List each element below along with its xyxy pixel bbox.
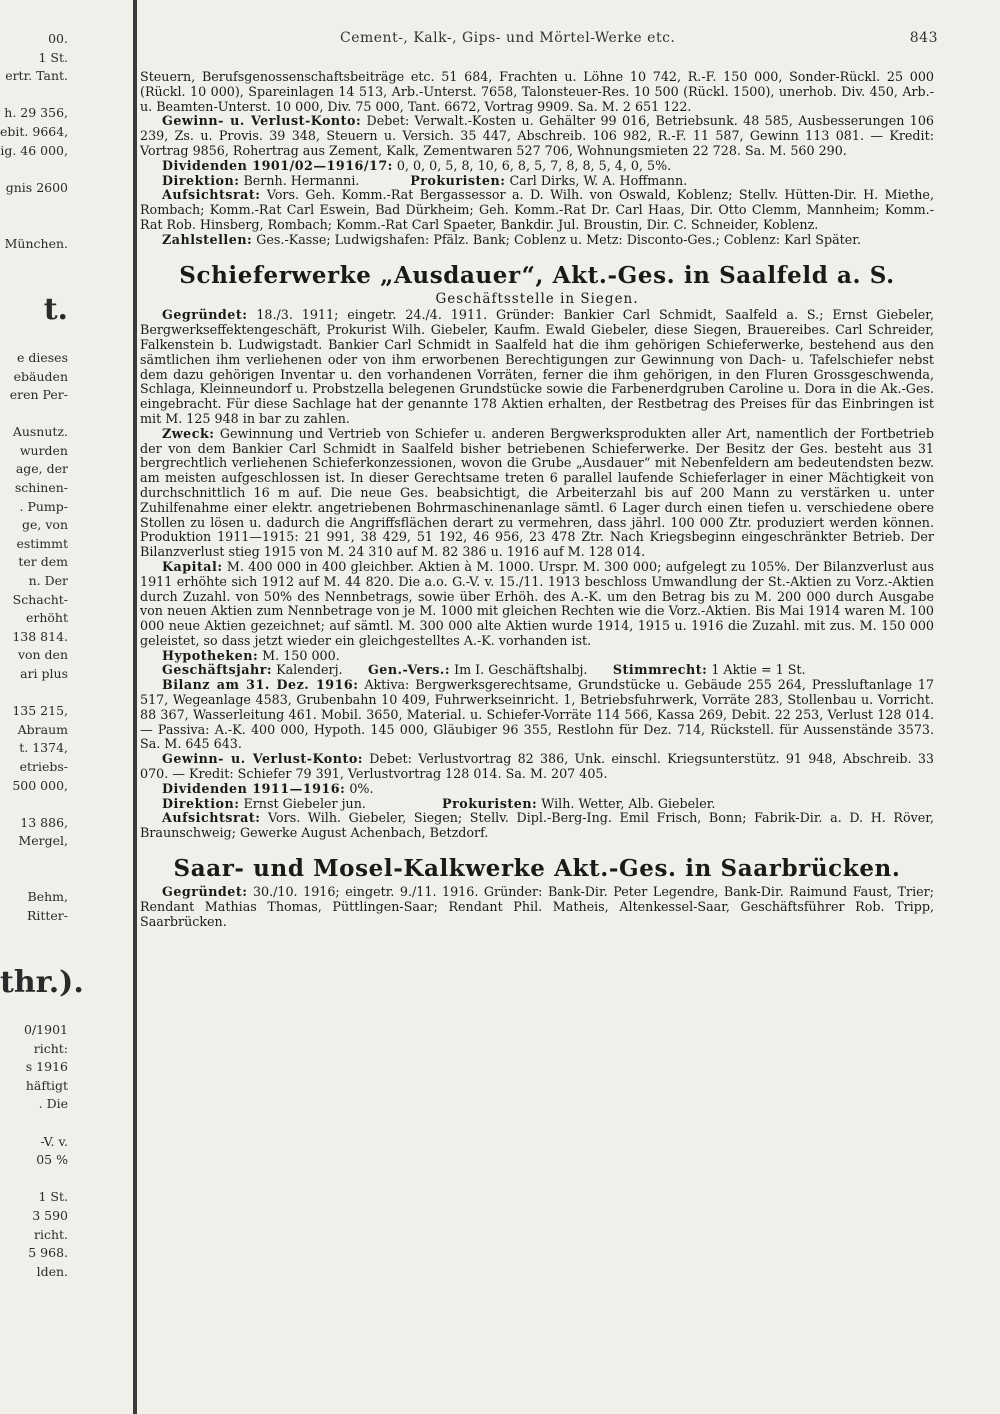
- dividends-text-2: 0%.: [349, 780, 374, 796]
- founded-text-2: 30./10. 1916; eingetr. 9./11. 1916. Gründer: Bank-Dir. Peter Legendre, Bank-Dir. Raimund Faust, Trier; Rendant Mathias Thomas, Püttlingen-Saar; Rendant Phil. Matheis, Altenkessel-Saar, Geschäftsführer Rob. Tripp, Saarbrücken.: [140, 884, 934, 929]
- capital-paragraph: [140, 560, 934, 649]
- left-column-fragment: [0, 30, 120, 1281]
- column-rule: [133, 0, 137, 1414]
- left-fragment-line: 3 590: [32, 1208, 68, 1224]
- left-fragment-line: [0, 851, 120, 870]
- left-fragment-line: 1 St.: [38, 49, 68, 65]
- profit-loss-paragraph-2: [140, 752, 934, 782]
- main-column: [140, 70, 934, 929]
- left-fragment-line: Ausnutz.: [12, 424, 68, 440]
- left-fragment-line: 135 215,: [12, 703, 68, 719]
- left-fragment-line: [0, 925, 120, 944]
- prokuristen-label-2: Prokuristen:: [442, 795, 538, 811]
- founded-label-2: Gegründet:: [162, 884, 248, 900]
- balance-continuation: Steuern, Berufsgenossenschaftsbeiträge etc. 51 684, Frachten u. Löhne 10 742, R.-F. 150 000, Sonder-Rückl. 25 000 (Rückl. 10 000), Spareinlagen 14 513, Arb.-Unterst. 7658, Talonsteuer-Res. 10 500 (Rückl. 1500), unerhob. Div. 450, Arb.- u. Beamten-Unterst. 10 000, Div. 75 000, Tant. 6672, Vortrag 9909. Sa. M. 2 651 122.: [140, 69, 934, 114]
- capital-label: Kapital:: [162, 558, 223, 574]
- left-fragment-line: 138 814.: [12, 628, 68, 644]
- left-fragment-line: h. 29 356,: [4, 105, 68, 121]
- dividends-label-2: Dividenden 1911—1916:: [162, 780, 346, 796]
- general-meeting-text: Im I. Geschäftshalbj.: [454, 662, 588, 678]
- capital-text: M. 400 000 in 400 gleichber. Aktien à M. 1000. Urspr. M. 300 000; aufgelegt zu 105%. Der Bilanzverlust aus 1911 erhöhte sich 1912 auf M. 44 820. Die a.o. G.-V. v. 15./11. 1913 beschloss Umwandlung der St.-Aktien zu Vorz.-Aktien durch Zuzahl. von 50% des Nennbetrags, sowie über Erhöh. des A.-K. um den Betrag bis zu M. 200 000 durch Ausgabe von neuen Aktien zum Nennbetrage von je M. 1000 mit gleichen Rechten wie die Vorz.-Aktien. Bis Mai 1914 waren M. 100 000 neue Aktien gezeichnet; auf sämtl. M. 300 000 alte Aktien wurde 1914, 1915 u. 1916 die Zuzahl. mit zus. M. 150 000 geleistet, so dass jetzt wieder ein gleichgestelltes A.-K. vorhanden ist.: [140, 558, 934, 648]
- left-fragment-line: e dieses: [17, 349, 68, 365]
- left-fragment-line: [0, 253, 120, 272]
- left-fragment-line: -V. v.: [40, 1133, 68, 1149]
- left-fragment-line: ertr. Tant.: [5, 68, 68, 84]
- left-fragment-line: von den: [17, 647, 68, 663]
- balance-sheet-label: Bilanz am 31. Dez. 1916:: [162, 677, 359, 693]
- paying-agents-paragraph: [140, 233, 934, 248]
- dividends-paragraph-2: [140, 782, 934, 797]
- left-fragment-line: [0, 330, 120, 349]
- profit-loss-text-2: Debet: Verlustvortrag 82 386, Unk. einschl. Kriegsunterstütz. 91 948, Abschreib. 33 070. — Kredit: Schiefer 79 391, Verlustvortrag 128 014. Sa. M. 207 405.: [140, 751, 934, 782]
- left-fragment-line: häftigt: [25, 1077, 68, 1093]
- balance-sheet-text: Aktiva: Bergwerksgerechtsame, Grundstücke u. Gebäude 255 264, Pressluftanlage 17 517, Wegeanlage 4583, Grubenbahn 10 409, Fuhrwerkseinricht. 1, Betriebsfuhrwerk, Vorräte 283, Stollenbau u. Vorricht. 88 367, Wasserleitung 461. Mobil. 3650, Material. u. Schiefer-Vorräte 114 566, Kassa 269, Debit. 22 253, Verlust 128 014. — Passiva: A.-K. 400 000, Hypoth. 145 000, Gläubiger 96 355, Restlohn für Dez. 714, Rückstell. für Aussenstände 3573. Sa. M. 645 643.: [140, 677, 934, 752]
- mortgages-text: M. 150 000.: [262, 647, 340, 663]
- left-fragment-line: [0, 870, 120, 889]
- company-title-schieferwerke: Schieferwerke „Ausdauer“, Akt.-Ges. in Saalfeld a. S.: [179, 261, 895, 289]
- left-fragment-line: Schacht-: [12, 591, 68, 607]
- left-fragment-line: [0, 684, 120, 703]
- balance-sheet-paragraph: [140, 678, 934, 752]
- left-fragment-line: . Pump-: [19, 498, 68, 514]
- founded-paragraph-2: [140, 885, 934, 929]
- dividends-paragraph: [140, 159, 934, 174]
- left-fragment-line: t. 1374,: [19, 740, 68, 756]
- left-fragment-line: ebäuden: [13, 368, 68, 384]
- purpose-paragraph: [140, 427, 934, 560]
- left-fragment-line: ge, von: [22, 517, 68, 533]
- left-fragment-line: erhöht: [25, 610, 68, 626]
- founded-paragraph: [140, 308, 934, 426]
- aufsichtsrat-text-2: Vors. Wilh. Giebeler, Siegen; Stellv. Dipl.-Berg-Ing. Emil Frisch, Bonn; Fabrik-Dir. a. D. H. Röver, Braunschweig; Gewerke August Achenbach, Betzdorf.: [140, 810, 934, 841]
- company-subtitle: Geschäftsstelle in Siegen.: [435, 290, 639, 307]
- left-fragment-line: 00.: [48, 31, 68, 46]
- purpose-label: Zweck:: [162, 425, 215, 441]
- left-fragment-line: wurden: [19, 442, 68, 458]
- profit-loss-text: Debet: Verwalt.-Kosten u. Gehälter 99 016, Betriebsunk. 48 585, Ausbesserungen 106 239, Zs. u. Provis. 39 348, Steuern u. Versich. 35 447, Abschreib. 106 982, R.-F. 11 587, Gewinn 113 081. — Kredit: Vortrag 9856, Rohertrag aus Zement, Kalk, Zementwaren 527 706, Wohnungsmieten 22 728. Sa. M. 560 290.: [140, 113, 935, 158]
- left-fragment-line: thr.).: [0, 964, 84, 1000]
- founded-text: 18./3. 1911; eingetr. 24./4. 1911. Gründer: Bankier Carl Schmidt, Saalfeld a. S.; Ernst Giebeler, Bergwerkseffektengeschäft, Prokurist Wilh. Giebeler, Kaufm. Ewald Giebeler, diese Siegen, Brauereibes. Carl Schreider, Falkenstein b. Ludwigstadt. Bankier Carl Schmidt in Saalfeld hat die ihm gehörigen Schieferwerke, bestehend aus den sämtlichen ihm verliehenen oder von ihm erworbenen Berechtigungen zur Gewinnung von Dach- u. Tafelschiefer nebst dem dazu gehörigen Inventar u. den vorhandenen Vorräten, ferner die ihm gehörigen, in den Fluren Grossgeschwenda, Schlaga, Kleinneundorf u. Probstzella belegenen Grundstücke sowie die Farbenerdgruben Caroline u. Dora in die Ak.-Ges. eingebracht. Für diese Sachlage hat der genannte 178 Aktien erhalten, der Restbetrag des Preises für das Einbringen ist mit M. 125 948 in bar zu zahlen.: [140, 307, 934, 426]
- running-title: Cement-, Kalk-, Gips- und Mörtel-Werke etc.: [340, 30, 676, 46]
- left-fragment-line: [0, 216, 120, 235]
- dividends-text: 0, 0, 0, 5, 8, 10, 6, 8, 5, 7, 8, 8, 5, 4, 0, 5%.: [396, 157, 672, 173]
- left-fragment-line: 05 %: [36, 1152, 68, 1168]
- left-fragment-line: [0, 795, 120, 814]
- supervisory-board-paragraph-2: [140, 811, 934, 841]
- left-fragment-line: [0, 1114, 120, 1133]
- left-fragment-line: [0, 197, 120, 216]
- left-fragment-line: . Die: [38, 1096, 68, 1112]
- left-fragment-line: 13 886,: [20, 814, 68, 830]
- fiscal-year-label: Geschäftsjahr:: [162, 662, 273, 678]
- left-fragment-line: 1 St.: [38, 1189, 68, 1205]
- left-fragment-line: [0, 272, 120, 291]
- mortgages-label: Hypotheken:: [162, 647, 259, 663]
- prokuristen-text-2: Wilh. Wetter, Alb. Giebeler.: [541, 795, 716, 811]
- company-title-saar-mosel: Saar- und Mosel-Kalkwerke Akt.-Ges. in Saarbrücken.: [173, 855, 901, 883]
- left-fragment-line: Behm,: [27, 889, 68, 905]
- purpose-text: Gewinnung und Vertrieb von Schiefer u. anderen Bergwerksprodukten aller Art, namentlich der Fortbetrieb der von dem Bankier Carl Schmidt in Saalfeld bisher betriebenen Schieferwerke. Der Besitz der Ges. besteht aus 31 bergrechtlich verliehenen Schieferkonzessionen, wovon die Grube „Ausdauer“ mit Nebenfeldern am bedeutendsten bezw. am meisten aufgeschlossen ist. In dieser Gerechtsame treten 6 parallel laufende Schieferlager in einer Mächtigkeit von durchschnittlich 16 m auf. Die neue Ges. beabsichtigt, die Arbeiterzahl bis auf 200 Mann zu verstärken u. unter Zuhilfenahme einer elektr. angetriebenen Bohrmaschinenanlage sämtl. 6 Lager durch einen tiefen u. verschiedene obere Stollen zu lösen u. dadurch die Angriffsflächen derart zu vermehren, dass jährl. 100 000 Ztr. produziert werden können. Produktion 1911—1915: 21 991, 38 429, 51 192, 46 956, 23 478 Ztr. Nach Kriegsbeginn eingeschränkter Betrieb. Der Bilanzverlust stieg 1915 von M. 24 310 auf M. 82 386 u. 1916 auf M. 128 014.: [140, 425, 934, 560]
- voting-right-label: Stimmrecht:: [612, 662, 708, 678]
- aufsichtsrat-text: Vors. Geh. Komm.-Rat Bergassessor a. D. Wilh. von Oswald, Koblenz; Stellv. Hütten-Dir. H. Miethe, Rombach; Komm.-Rat Carl Eswein, Bad Dürkheim; Geh. Komm.-Rat Dr. Carl Haas, Dir. Otto Clemm, Mannheim; Komm.-Rat Rob. Hinsberg, Rombach; Komm.-Rat Carl Spaeter, Bankdir. Jul. Broustin, Dir. C. Schneider, Koblenz.: [140, 187, 934, 232]
- fiscal-year-paragraph: [140, 663, 934, 678]
- dividends-label: Dividenden 1901/02—1916/17:: [162, 157, 393, 173]
- direktion-text-2: Ernst Giebeler jun.: [243, 795, 366, 811]
- left-fragment-line: age, der: [15, 461, 68, 477]
- direktion-label: Direktion:: [162, 172, 240, 188]
- left-fragment-line: [0, 1170, 120, 1189]
- fiscal-year-text: Kalenderj.: [276, 662, 343, 678]
- voting-right-text: 1 Aktie = 1 St.: [711, 662, 806, 678]
- left-fragment-line: eren Per-: [9, 387, 68, 403]
- management-paragraph-2: [140, 797, 934, 812]
- aufsichtsrat-label-2: Aufsichtsrat:: [162, 810, 261, 826]
- left-fragment-line: schinen-: [14, 480, 68, 496]
- left-fragment-line: Mergel,: [18, 833, 68, 849]
- aufsichtsrat-label: Aufsichtsrat:: [162, 187, 261, 203]
- left-fragment-line: [0, 160, 120, 179]
- direktion-label-2: Direktion:: [162, 795, 240, 811]
- left-fragment-line: n. Der: [28, 573, 68, 589]
- left-fragment-line: ig. 46 000,: [0, 142, 68, 158]
- left-fragment-line: Abraum: [17, 721, 68, 737]
- profit-loss-label-2: Gewinn- u. Verlust-Konto:: [162, 751, 363, 767]
- left-fragment-line: gnis 2600: [5, 179, 68, 195]
- left-fragment-line: ari plus: [20, 666, 68, 681]
- direktion-text: Bernh. Hermanni.: [243, 172, 360, 188]
- left-fragment-line: [0, 86, 120, 105]
- profit-loss-label: Gewinn- u. Verlust-Konto:: [162, 113, 362, 129]
- zahlstellen-label: Zahlstellen:: [162, 231, 253, 247]
- left-fragment-line: 5 968.: [28, 1245, 68, 1261]
- left-fragment-line: 0/1901: [24, 1022, 68, 1038]
- left-fragment-line: lden.: [36, 1263, 68, 1279]
- mortgages-paragraph: [140, 649, 934, 664]
- left-fragment-line: 500 000,: [12, 777, 68, 793]
- left-fragment-line: s 1916: [25, 1059, 68, 1075]
- left-fragment-line: [0, 405, 120, 424]
- supervisory-board-paragraph: [140, 188, 934, 232]
- prokuristen-text: Carl Dirks, W. A. Hoffmann.: [509, 172, 688, 188]
- management-paragraph: [140, 174, 934, 189]
- left-fragment-line: ebit. 9664,: [0, 123, 69, 139]
- prokuristen-label: Prokuristen:: [410, 172, 506, 188]
- left-fragment-line: etriebs-: [19, 758, 68, 774]
- general-meeting-label: Gen.-Vers.:: [367, 662, 451, 678]
- left-fragment-line: Ritter-: [26, 907, 68, 923]
- left-fragment-line: estimmt: [16, 535, 68, 551]
- page-number: 843: [909, 30, 938, 46]
- founded-label: Gegründet:: [162, 307, 248, 323]
- left-fragment-line: München.: [4, 235, 68, 251]
- left-fragment-line: [0, 944, 120, 963]
- left-fragment-line: ter dem: [18, 554, 68, 570]
- profit-loss-paragraph: [140, 114, 934, 158]
- left-fragment-line: richt.: [33, 1226, 68, 1242]
- left-fragment-line: richt:: [33, 1040, 68, 1056]
- left-fragment-line: [0, 1003, 120, 1022]
- left-fragment-line: t.: [43, 292, 68, 328]
- zahlstellen-text: Ges.-Kasse; Ludwigshafen: Pfälz. Bank; Coblenz u. Metz: Disconto-Ges.; Coblenz: Karl Später.: [256, 231, 861, 247]
